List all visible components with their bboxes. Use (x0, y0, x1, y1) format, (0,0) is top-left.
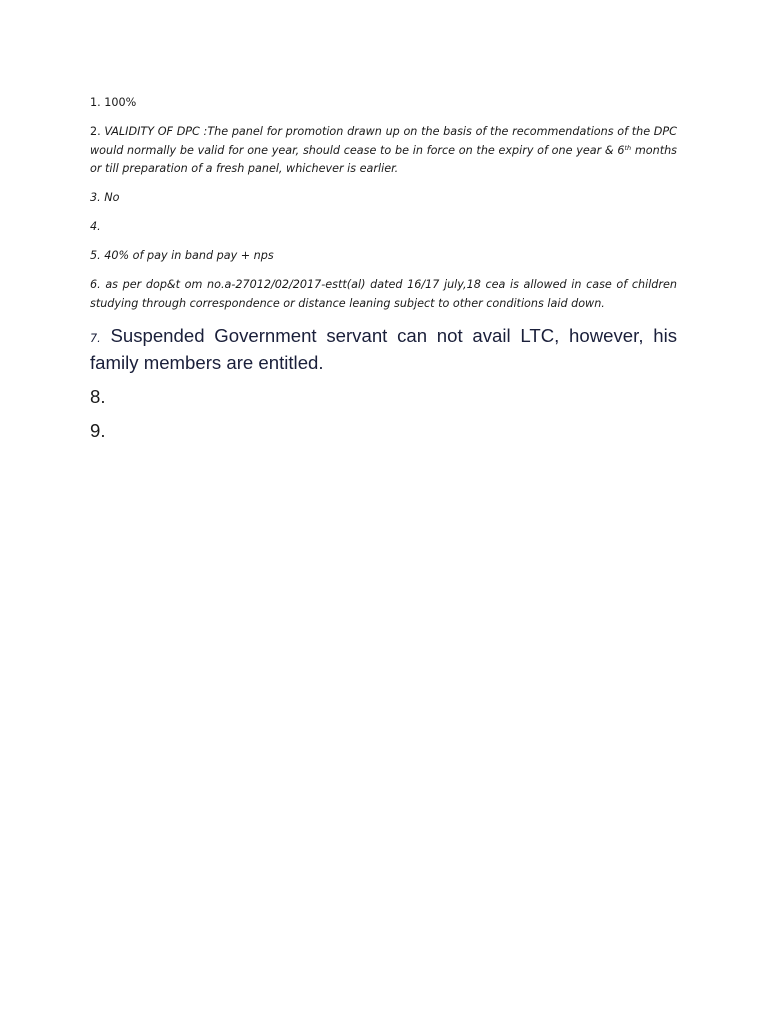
answer-number: 2. (90, 125, 101, 138)
answer-1 (90, 94, 677, 113)
answer-text (90, 125, 677, 175)
answer-number: 8. (90, 385, 106, 407)
document-page (90, 94, 677, 453)
answer-text: Suspended Government servant can not avail LTC, however, his family members are entitled. (90, 324, 678, 373)
answer-number: 5. (90, 249, 101, 262)
answer-7 (90, 324, 677, 375)
answer-number: 1. (90, 96, 101, 109)
answer-4 (90, 218, 677, 237)
answer-9 (90, 419, 677, 443)
answer-6 (90, 276, 677, 313)
answer-text: 100% (104, 96, 137, 109)
answer-text: as per dop&t om no.a-27012/02/2017-estt(al) dated 16/17 july,18 cea is allowed in case of children studying through correspondence or distance leaning subject to other conditions laid down. (90, 278, 677, 310)
answer-number: 9. (90, 419, 106, 441)
answer-number: 7. (90, 331, 101, 345)
answer-text: No (104, 191, 120, 204)
answer-text: 40% of pay in band pay + nps (104, 249, 274, 262)
answer-3 (90, 189, 677, 208)
ordinal-superscript: th (624, 143, 632, 152)
answer-2 (90, 123, 677, 179)
answer-number: 6. (90, 278, 101, 291)
answer-text-part: months or till preparation of a fresh panel, whichever is earlier. (90, 143, 678, 175)
answer-8 (90, 385, 677, 409)
answer-number: 4. (90, 220, 101, 233)
answer-text-part: VALIDITY OF DPC :The panel for promotion drawn up on the basis of the recommendations of the DPC would normally be valid for one year, should cease to be in force on the expiry of one year & 6 (90, 125, 677, 157)
answer-5 (90, 247, 677, 266)
answer-number: 3. (90, 191, 101, 204)
